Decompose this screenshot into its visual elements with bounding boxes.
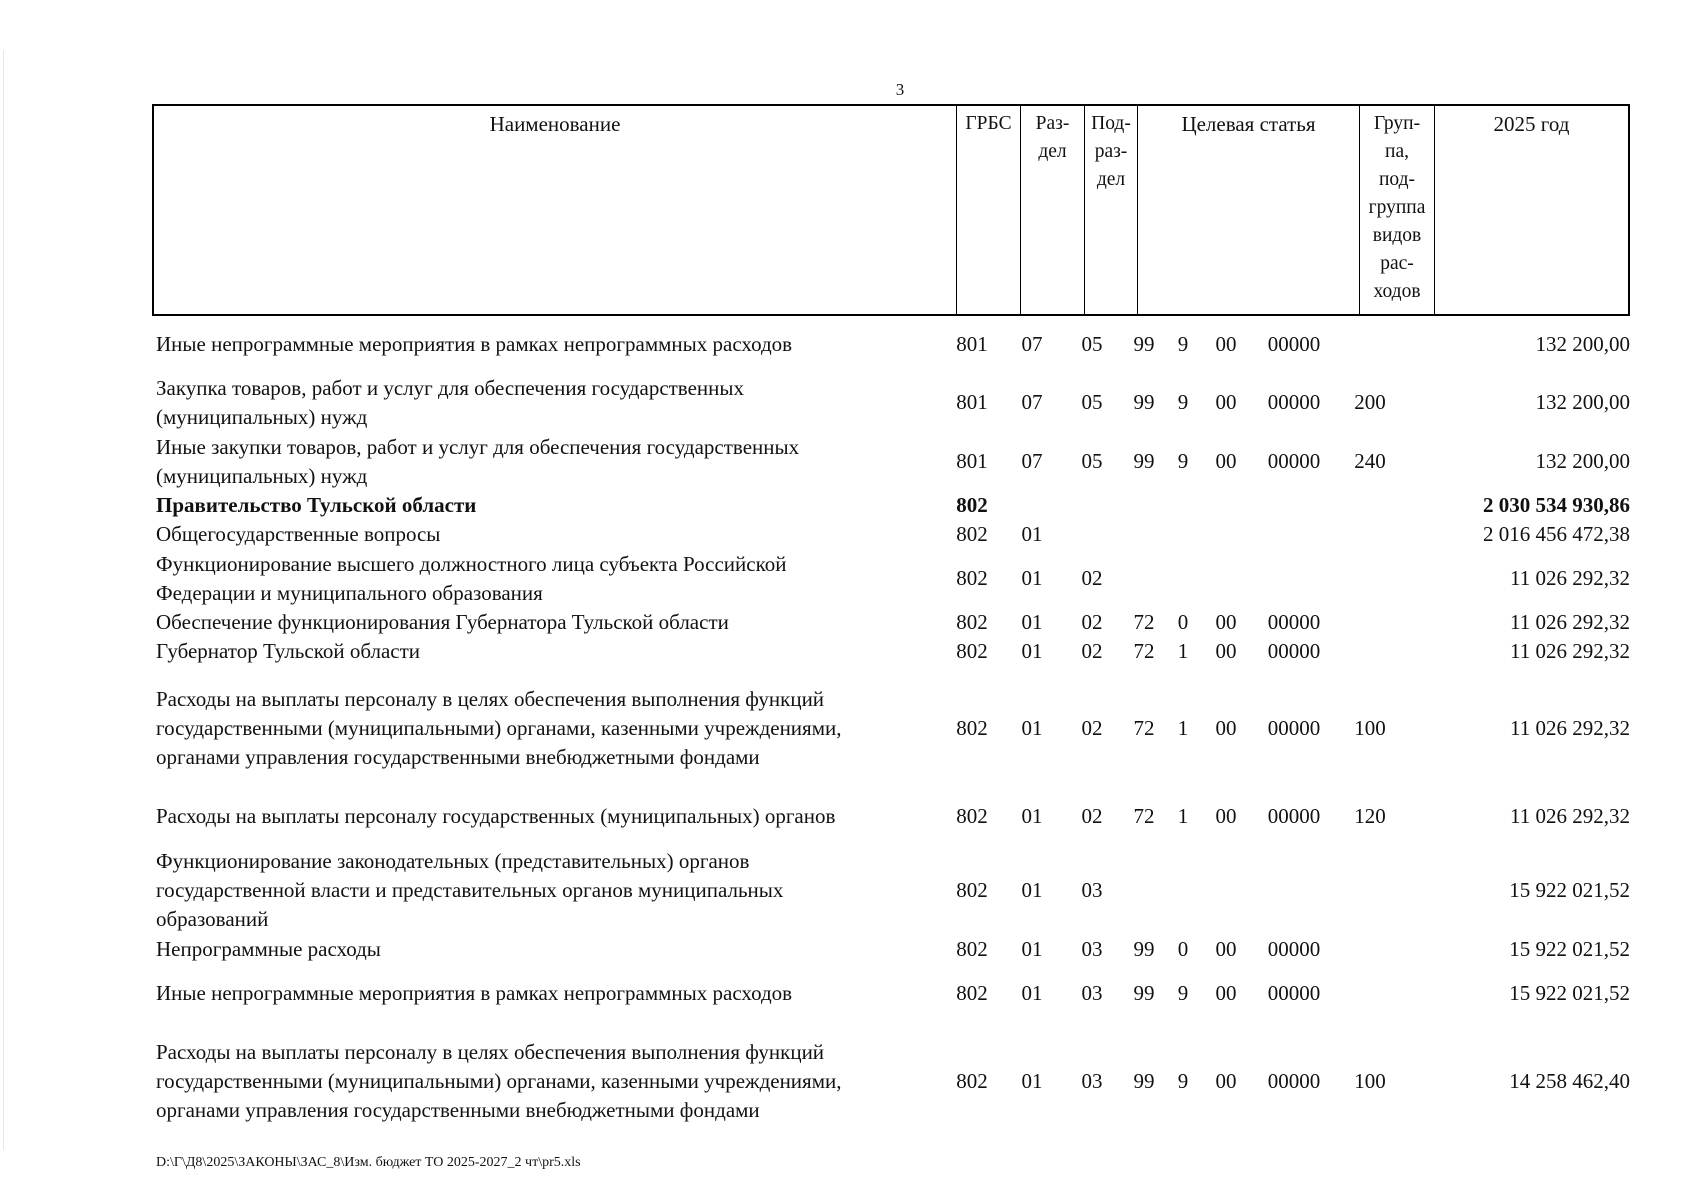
row-target-event: 00 (1215, 639, 1237, 663)
header-razdel-line: дел (1038, 141, 1067, 162)
row-grbs: 801 (956, 390, 988, 414)
row-podrazdel: 02 (1081, 716, 1103, 740)
row-group: 100 (1354, 716, 1386, 740)
row-name-line: Расходы на выплаты персоналу в целях обеспечения выполнения функций (156, 687, 825, 711)
row-name-line: Губернатор Тульской области (156, 639, 421, 663)
row-name-line: Иные непрограммные мероприятия в рамках непрограммных расходов (156, 981, 793, 1005)
row-razdel: 01 (1021, 804, 1043, 828)
row-razdel: 07 (1021, 449, 1043, 473)
table-row (152, 847, 1630, 934)
row-podrazdel: 03 (1081, 937, 1103, 961)
row-razdel: 07 (1021, 390, 1043, 414)
row-name (156, 491, 946, 520)
row-name (156, 685, 946, 772)
table-row (152, 433, 1630, 491)
row-amount: 2 016 456 472,38 (1483, 522, 1630, 546)
header-year-label: 2025 год (1493, 112, 1570, 136)
table-row (152, 935, 1630, 964)
row-target-program: 99 (1133, 937, 1155, 961)
row-podrazdel: 05 (1081, 449, 1103, 473)
row-name (156, 979, 946, 1008)
row-podrazdel: 02 (1081, 566, 1103, 590)
header-group-line: рас- (1380, 253, 1414, 274)
row-name-line: Функционирование высшего должностного лица субъекта Российской (156, 552, 787, 576)
table-row (152, 1038, 1630, 1125)
row-razdel: 01 (1021, 566, 1043, 590)
row-amount: 2 030 534 930,86 (1483, 493, 1630, 517)
row-grbs: 801 (956, 449, 988, 473)
row-name-line: органами управления государственными внебюджетными фондами (156, 745, 760, 769)
row-target-subprogram: 0 (1177, 610, 1189, 634)
table-row (152, 550, 1630, 608)
row-grbs: 802 (956, 804, 988, 828)
row-amount: 132 200,00 (1535, 449, 1630, 473)
row-target-event: 00 (1215, 332, 1237, 356)
table-row (152, 330, 1630, 359)
row-name-line: Иные непрограммные мероприятия в рамках непрограммных расходов (156, 332, 793, 356)
row-amount: 132 200,00 (1535, 390, 1630, 414)
row-amount: 11 026 292,32 (1510, 566, 1630, 590)
row-target-subprogram: 9 (1177, 1069, 1189, 1093)
table-row (152, 374, 1630, 432)
row-amount: 15 922 021,52 (1509, 937, 1630, 961)
row-podrazdel: 02 (1081, 804, 1103, 828)
row-razdel: 01 (1021, 522, 1043, 546)
page-edge-line (3, 50, 4, 1150)
header-group-line: ходов (1373, 281, 1421, 302)
row-name-line: Обеспечение функционирования Губернатора Тульской области (156, 610, 729, 634)
page-number: 3 (895, 80, 905, 99)
row-razdel: 01 (1021, 937, 1043, 961)
row-target-program: 99 (1133, 449, 1155, 473)
row-group: 100 (1354, 1069, 1386, 1093)
row-target-direction: 00000 (1267, 804, 1321, 828)
row-group: 240 (1354, 449, 1386, 473)
row-target-program: 72 (1133, 639, 1155, 663)
header-podrazdel-line: раз- (1094, 141, 1128, 162)
row-amount: 11 026 292,32 (1510, 804, 1630, 828)
header-group-line: Груп- (1373, 113, 1421, 134)
row-target-direction: 00000 (1267, 449, 1321, 473)
row-razdel: 01 (1021, 639, 1043, 663)
row-name-line: государственной власти и представительных органов муниципальных (156, 878, 784, 902)
row-target-direction: 00000 (1267, 390, 1321, 414)
header-grbs-label: ГРБС (965, 113, 1012, 134)
row-grbs: 802 (956, 716, 988, 740)
row-name (156, 520, 946, 549)
row-target-direction: 00000 (1267, 639, 1321, 663)
row-grbs: 802 (956, 981, 988, 1005)
row-target-event: 00 (1215, 804, 1237, 828)
header-target-label: Целевая статья (1181, 112, 1316, 136)
row-target-event: 00 (1215, 716, 1237, 740)
row-amount: 15 922 021,52 (1509, 878, 1630, 902)
row-grbs: 801 (956, 332, 988, 356)
row-name (156, 802, 946, 831)
row-target-subprogram: 9 (1177, 332, 1189, 356)
row-target-subprogram: 1 (1177, 804, 1189, 828)
row-target-subprogram: 1 (1177, 716, 1189, 740)
header-razdel (1021, 106, 1085, 314)
row-target-subprogram: 0 (1177, 937, 1189, 961)
row-target-direction: 00000 (1267, 716, 1321, 740)
row-target-event: 00 (1215, 449, 1237, 473)
row-target-program: 72 (1133, 716, 1155, 740)
table-row (152, 802, 1630, 831)
row-name-line: Федерации и муниципального образования (156, 581, 543, 605)
row-target-event: 00 (1215, 610, 1237, 634)
row-amount: 11 026 292,32 (1510, 610, 1630, 634)
row-podrazdel: 05 (1081, 390, 1103, 414)
row-target-subprogram: 1 (1177, 639, 1189, 663)
row-name-line: органами управления государственными внебюджетными фондами (156, 1098, 760, 1122)
header-name (154, 106, 957, 314)
row-amount: 132 200,00 (1535, 332, 1630, 356)
row-target-direction: 00000 (1267, 332, 1321, 356)
row-grbs: 802 (956, 493, 988, 517)
table-row (152, 637, 1630, 666)
header-group (1360, 106, 1435, 314)
row-grbs: 802 (956, 937, 988, 961)
row-target-event: 00 (1215, 937, 1237, 961)
row-name (156, 608, 946, 637)
row-group: 200 (1354, 390, 1386, 414)
header-target (1138, 106, 1360, 314)
row-grbs: 802 (956, 522, 988, 546)
row-podrazdel: 03 (1081, 1069, 1103, 1093)
row-target-event: 00 (1215, 1069, 1237, 1093)
footer-file-path: D:\Г\Д8\2025\ЗАКОНЫ\ЗАС_8\Изм. бюджет ТО 2025-2027_2 чт\pr5.xls (156, 1155, 581, 1170)
row-name (156, 637, 946, 666)
row-target-direction: 00000 (1267, 981, 1321, 1005)
row-name-line: (муниципальных) нужд (156, 405, 368, 429)
row-target-program: 72 (1133, 804, 1155, 828)
row-grbs: 802 (956, 878, 988, 902)
row-razdel: 01 (1021, 1069, 1043, 1093)
row-target-program: 72 (1133, 610, 1155, 634)
row-name (156, 847, 946, 934)
header-group-line: группа (1368, 197, 1426, 218)
row-podrazdel: 05 (1081, 332, 1103, 356)
row-razdel: 01 (1021, 981, 1043, 1005)
row-name-line: Иные закупки товаров, работ и услуг для обеспечения государственных (156, 435, 800, 459)
header-razdel-line: Раз- (1035, 113, 1070, 134)
row-name-line: Расходы на выплаты персоналу в целях обеспечения выполнения функций (156, 1040, 825, 1064)
row-target-subprogram: 9 (1177, 981, 1189, 1005)
row-target-event: 00 (1215, 981, 1237, 1005)
row-name (156, 433, 946, 491)
row-name (156, 330, 946, 359)
row-name-line: (муниципальных) нужд (156, 464, 368, 488)
row-name-line: государственными (муниципальными) органами, казенными учреждениями, (156, 716, 842, 740)
row-group: 120 (1354, 804, 1386, 828)
table-row (152, 979, 1630, 1008)
row-name (156, 935, 946, 964)
row-name-line: Общегосударственные вопросы (156, 522, 441, 546)
row-grbs: 802 (956, 610, 988, 634)
row-razdel: 07 (1021, 332, 1043, 356)
row-podrazdel: 02 (1081, 610, 1103, 634)
header-grbs (957, 106, 1021, 314)
row-target-program: 99 (1133, 1069, 1155, 1093)
row-podrazdel: 03 (1081, 981, 1103, 1005)
table-row (152, 685, 1630, 772)
row-name-line: образований (156, 907, 269, 931)
row-target-direction: 00000 (1267, 1069, 1321, 1093)
row-target-subprogram: 9 (1177, 390, 1189, 414)
row-name-line: Правительство Тульской области (156, 493, 477, 517)
row-target-program: 99 (1133, 332, 1155, 356)
row-amount: 11 026 292,32 (1510, 716, 1630, 740)
row-target-program: 99 (1133, 981, 1155, 1005)
row-name-line: Непрограммные расходы (156, 937, 381, 961)
row-target-subprogram: 9 (1177, 449, 1189, 473)
row-grbs: 802 (956, 1069, 988, 1093)
header-year (1435, 106, 1628, 314)
row-target-direction: 00000 (1267, 610, 1321, 634)
row-amount: 14 258 462,40 (1509, 1069, 1630, 1093)
header-podrazdel (1085, 106, 1138, 314)
table-header (152, 104, 1630, 316)
row-target-event: 00 (1215, 390, 1237, 414)
row-amount: 15 922 021,52 (1509, 981, 1630, 1005)
row-grbs: 802 (956, 639, 988, 663)
row-name (156, 550, 946, 608)
row-podrazdel: 03 (1081, 878, 1103, 902)
header-name-label: Наименование (489, 112, 621, 136)
row-podrazdel: 02 (1081, 639, 1103, 663)
row-name-line: государственными (муниципальными) органами, казенными учреждениями, (156, 1069, 842, 1093)
row-name-line: Функционирование законодательных (представительных) органов (156, 849, 750, 873)
row-razdel: 01 (1021, 878, 1043, 902)
header-podrazdel-line: Под- (1091, 113, 1131, 134)
row-razdel: 01 (1021, 610, 1043, 634)
header-podrazdel-line: дел (1096, 169, 1126, 190)
header-group-line: видов (1372, 225, 1422, 246)
row-name (156, 1038, 946, 1125)
header-group-line: па, (1385, 141, 1409, 162)
row-target-direction: 00000 (1267, 937, 1321, 961)
row-name (156, 374, 946, 432)
table-row (152, 520, 1630, 549)
row-name-line: Закупка товаров, работ и услуг для обеспечения государственных (156, 376, 745, 400)
row-name-line: Расходы на выплаты персоналу государственных (муниципальных) органов (156, 804, 836, 828)
row-target-program: 99 (1133, 390, 1155, 414)
row-razdel: 01 (1021, 716, 1043, 740)
row-amount: 11 026 292,32 (1510, 639, 1630, 663)
header-group-line: под- (1378, 169, 1416, 190)
table-row (152, 608, 1630, 637)
table-row (152, 491, 1630, 520)
row-grbs: 802 (956, 566, 988, 590)
